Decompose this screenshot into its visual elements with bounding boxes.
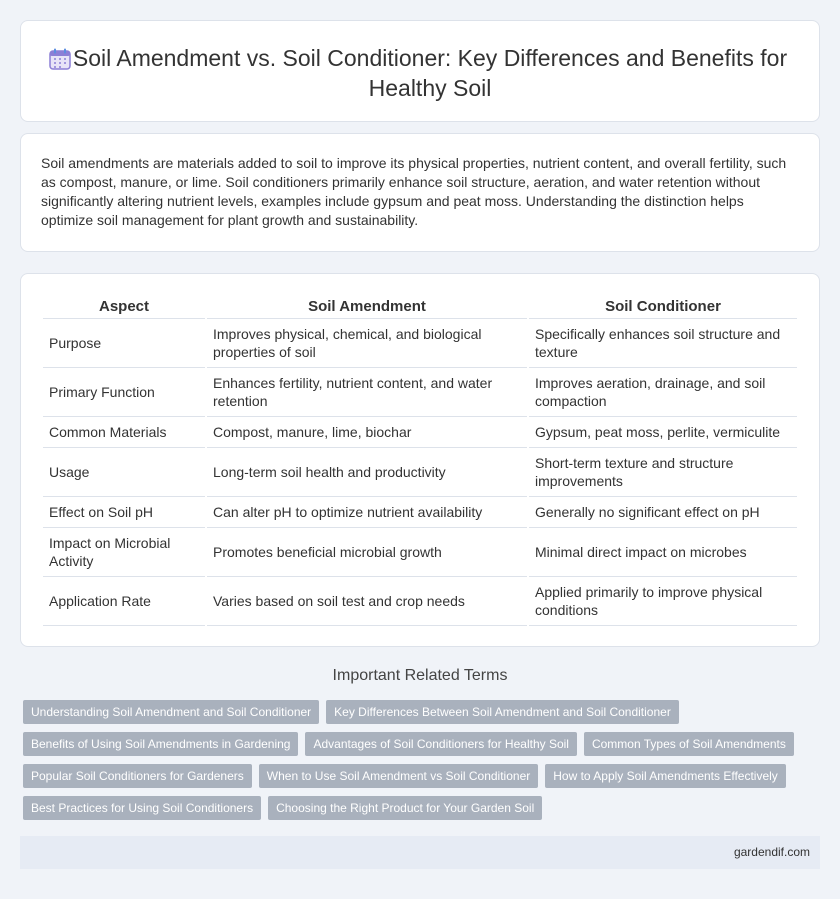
table-cell: Enhances fertility, nutrient content, and water retention bbox=[207, 368, 527, 417]
footer bbox=[20, 836, 820, 869]
related-term-tag[interactable]: When to Use Soil Amendment vs Soil Conditioner bbox=[259, 764, 538, 788]
table-cell: Compost, manure, lime, biochar bbox=[207, 417, 527, 448]
table-header-row bbox=[43, 294, 797, 319]
table-cell: Long-term soil health and productivity bbox=[207, 448, 527, 497]
related-term-tag[interactable]: Common Types of Soil Amendments bbox=[584, 732, 794, 756]
table-cell: Gypsum, peat moss, perlite, vermiculite bbox=[529, 417, 797, 448]
table-cell: Specifically enhances soil structure and texture bbox=[529, 319, 797, 368]
related-term-tag[interactable]: Key Differences Between Soil Amendment and Soil Conditioner bbox=[326, 700, 679, 724]
table-row bbox=[43, 528, 797, 577]
table-cell: Impact on Microbial Activity bbox=[43, 528, 205, 577]
footer-site-link[interactable]: gardendif.com bbox=[733, 845, 810, 859]
table-cell: Effect on Soil pH bbox=[43, 497, 205, 528]
table-cell: Usage bbox=[43, 448, 205, 497]
title-card bbox=[20, 20, 820, 122]
related-term-tag[interactable]: Choosing the Right Product for Your Garden Soil bbox=[268, 796, 542, 820]
comparison-table bbox=[41, 294, 799, 626]
header-soil-amendment: Soil Amendment bbox=[207, 294, 527, 319]
table-cell: Improves aeration, drainage, and soil compaction bbox=[529, 368, 797, 417]
related-term-tag[interactable]: Popular Soil Conditioners for Gardeners bbox=[23, 764, 252, 788]
table-cell: Common Materials bbox=[43, 417, 205, 448]
related-term-tag[interactable]: How to Apply Soil Amendments Effectively bbox=[545, 764, 786, 788]
table-row bbox=[43, 497, 797, 528]
table-cell: Varies based on soil test and crop needs bbox=[207, 577, 527, 626]
header-aspect: Aspect bbox=[43, 294, 205, 319]
table-cell: Can alter pH to optimize nutrient availability bbox=[207, 497, 527, 528]
header-soil-conditioner: Soil Conditioner bbox=[529, 294, 797, 319]
related-terms-title: Important Related Terms bbox=[332, 667, 508, 684]
table-row bbox=[43, 368, 797, 417]
table-cell: Purpose bbox=[43, 319, 205, 368]
table-cell: Application Rate bbox=[43, 577, 205, 626]
comparison-card bbox=[20, 273, 820, 647]
table-row bbox=[43, 319, 797, 368]
related-term-tag[interactable]: Understanding Soil Amendment and Soil Conditioner bbox=[23, 700, 319, 724]
table-cell: Applied primarily to improve physical conditions bbox=[529, 577, 797, 626]
related-term-tag[interactable]: Advantages of Soil Conditioners for Healthy Soil bbox=[305, 732, 576, 756]
table-row bbox=[43, 577, 797, 626]
table-row bbox=[43, 417, 797, 448]
table-cell: Short-term texture and structure improvements bbox=[529, 448, 797, 497]
intro-paragraph: Soil amendments are materials added to soil to improve its physical properties, nutrient content, and overall fertility, such as compost, manure, or lime. Soil conditioners primarily enhance soil structure, aeration, and water retention without significantly altering nutrient levels, examples include gypsum and peat moss. Understanding the distinction helps optimize soil management for plant growth and sustainability. bbox=[41, 155, 787, 228]
intro-card bbox=[20, 133, 820, 252]
page-title: Soil Amendment vs. Soil Conditioner: Key Differences and Benefits for Healthy Soil bbox=[72, 45, 788, 101]
table-cell: Promotes beneficial microbial growth bbox=[207, 528, 527, 577]
related-term-tag[interactable]: Best Practices for Using Soil Conditioners bbox=[23, 796, 261, 820]
table-cell: Improves physical, chemical, and biological properties of soil bbox=[207, 319, 527, 368]
related-terms-list bbox=[23, 700, 823, 828]
related-term-tag[interactable]: Benefits of Using Soil Amendments in Gardening bbox=[23, 732, 298, 756]
table-row bbox=[43, 448, 797, 497]
table-cell: Primary Function bbox=[43, 368, 205, 417]
table-cell: Generally no significant effect on pH bbox=[529, 497, 797, 528]
table-cell: Minimal direct impact on microbes bbox=[529, 528, 797, 577]
